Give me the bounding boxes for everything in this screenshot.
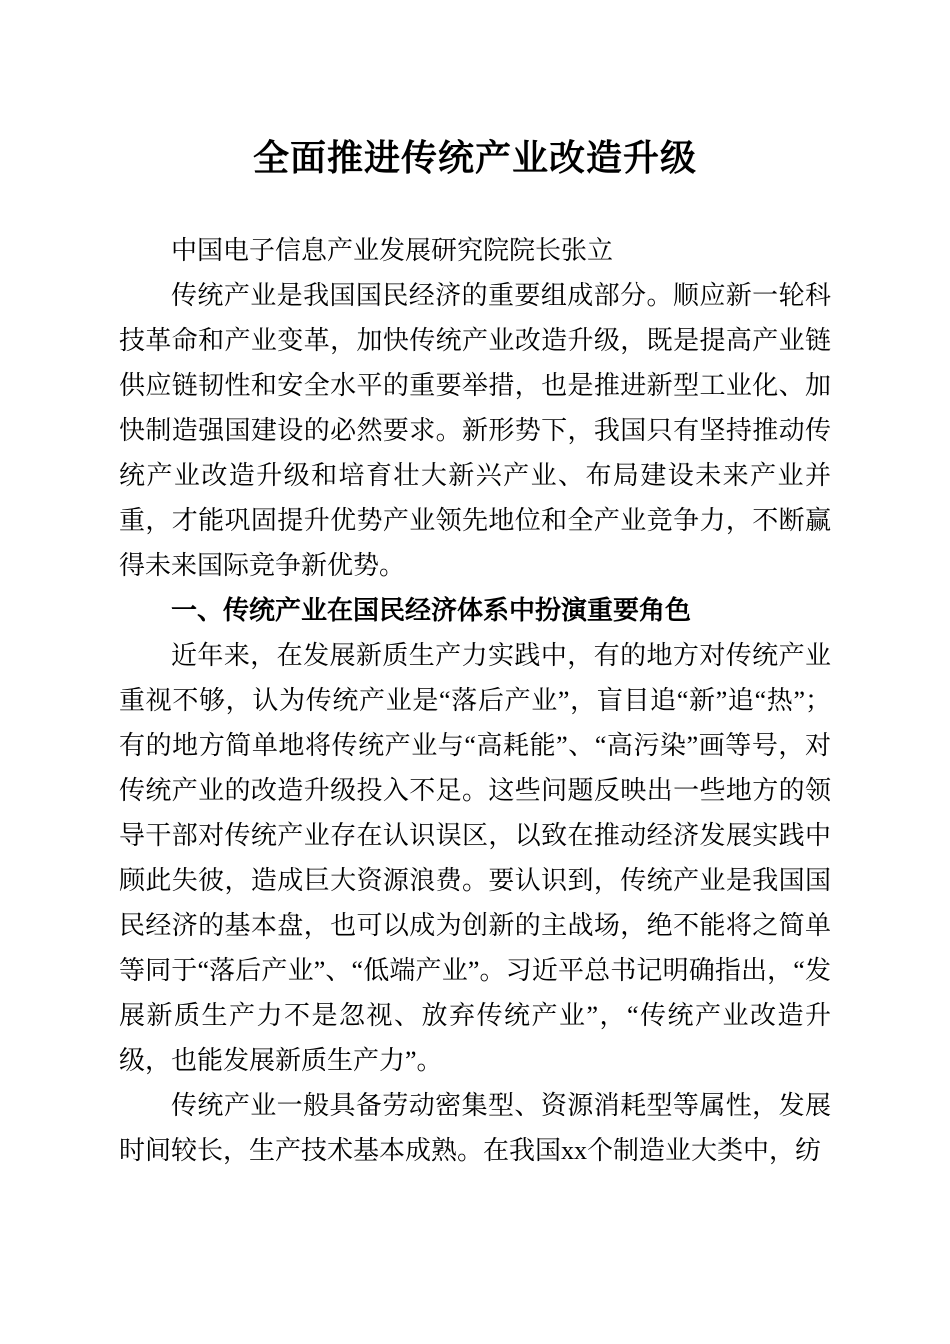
paragraph-section1-1: 近年来，在发展新质生产力实践中，有的地方对传统产业重视不够，认为传统产业是“落后产业”，盲目追“新”追“热”；有的地方简单地将传统产业与“高耗能”、“高污染”画等号，对传统产业的改造升级投入不足。这些问题反映出一些地方的领导干部对传统产业存在认识误区，以致在推动经济发展实践中顾此失彼，造成巨大资源浪费。要认识到，传统产业是我国国民经济的基本盘，也可以成为创新的主战场，绝不能将之简单等同于“落后产业”、“低端产业”。习近平总书记明确指出，“发展新质生产力不是忽视、放弃传统产业”，“传统产业改造升级，也能发展新质生产力”。 (119, 641, 831, 1075)
paragraph-intro: 传统产业是我国国民经济的重要组成部分。顺应新一轮科技革命和产业变革，加快传统产业改造升级，既是提高产业链供应链韧性和安全水平的重要举措，也是推进新型工业化、加快制造强国建设的必然要求。新形势下，我国只有坚持推动传统产业改造升级和培育壮大新兴产业、布局建设未来产业并重，才能巩固提升优势产业领先地位和全产业竞争力，不断赢得未来国际竞争新优势。 (119, 281, 831, 580)
section-heading-1: 一、传统产业在国民经济体系中扮演重要角色 (171, 596, 692, 625)
byline: 中国电子信息产业发展研究院院长张立 (171, 236, 614, 265)
document-title: 全面推进传统产业改造升级 (252, 138, 697, 178)
paragraph-section1-2: 传统产业一般具备劳动密集型、资源消耗型等属性，发展时间较长，生产技术基本成熟。在我国xx个制造业大类中，纺 (119, 1091, 831, 1165)
